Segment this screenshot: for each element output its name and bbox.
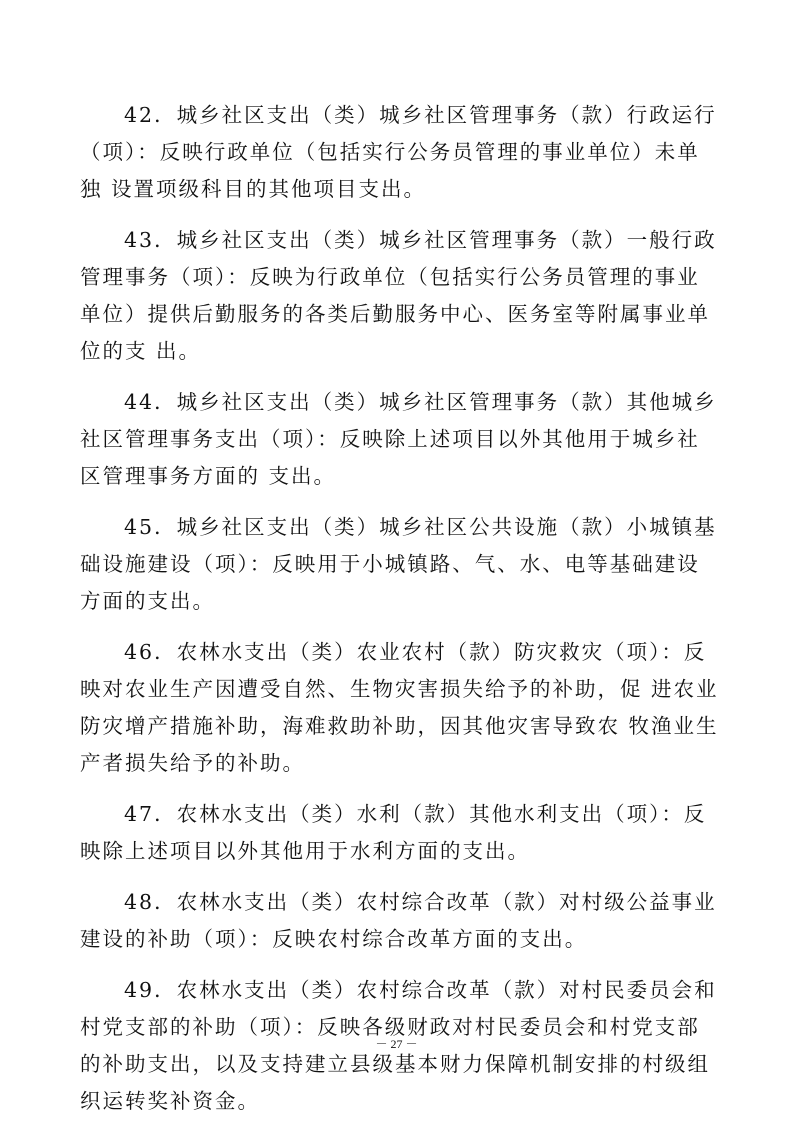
page-number: － 27 － [375,1037,418,1051]
paragraph-42: 42．城乡社区支出（类）城乡社区管理事务（款）行政运行（项）：反映行政单位（包括实行公务员管理的事业单位）未单独 设置项级科目的其他项目支出。 [80,103,717,201]
paragraph-45: 45．城乡社区支出（类）城乡社区公共设施（款）小城镇基础设施建设（项）：反映用于小城镇路、气、水、电等基础建设方面的支出。 [80,515,717,613]
paragraph-49: 49．农林水支出（类）农村综合改革（款）对村民委员会和村党支部的补助（项）：反映各级财政对村民委员会和村党支部的补助支出，以及支持建立县级基本财力保障机制安排的村级组织运转奖补资金。 [80,978,717,1113]
paragraph-43: 43．城乡社区支出（类）城乡社区管理事务（款）一般行政管理事务（项）：反映为行政单位（包括实行公务员管理的事业单位）提供后勤服务的各类后勤服务中心、医务室等附属事业单位的支 出。 [80,228,717,363]
paragraph-44: 44．城乡社区支出（类）城乡社区管理事务（款）其他城乡社区管理事务支出（项）：反映除上述项目以外其他用于城乡社区管理事务方面的 支出。 [80,390,717,488]
paragraph-46: 46．农林水支出（类）农业农村（款）防灾救灾（项）：反映对农业生产因遭受自然、生物灾害损失给予的补助，促 进农业防灾增产措施补助，海难救助补助，因其他灾害导致农 牧渔业生产者损失给予的补助。 [80,640,719,775]
body-text [80,97,720,1134]
paragraph-47: 47．农林水支出（类）水利（款）其他水利支出（项）：反映除上述项目以外其他用于水利方面的支出。 [80,802,707,863]
paragraph-48: 48．农林水支出（类）农村综合改革（款）对村级公益事业建设的补助（项）：反映农村综合改革方面的支出。 [80,890,717,951]
